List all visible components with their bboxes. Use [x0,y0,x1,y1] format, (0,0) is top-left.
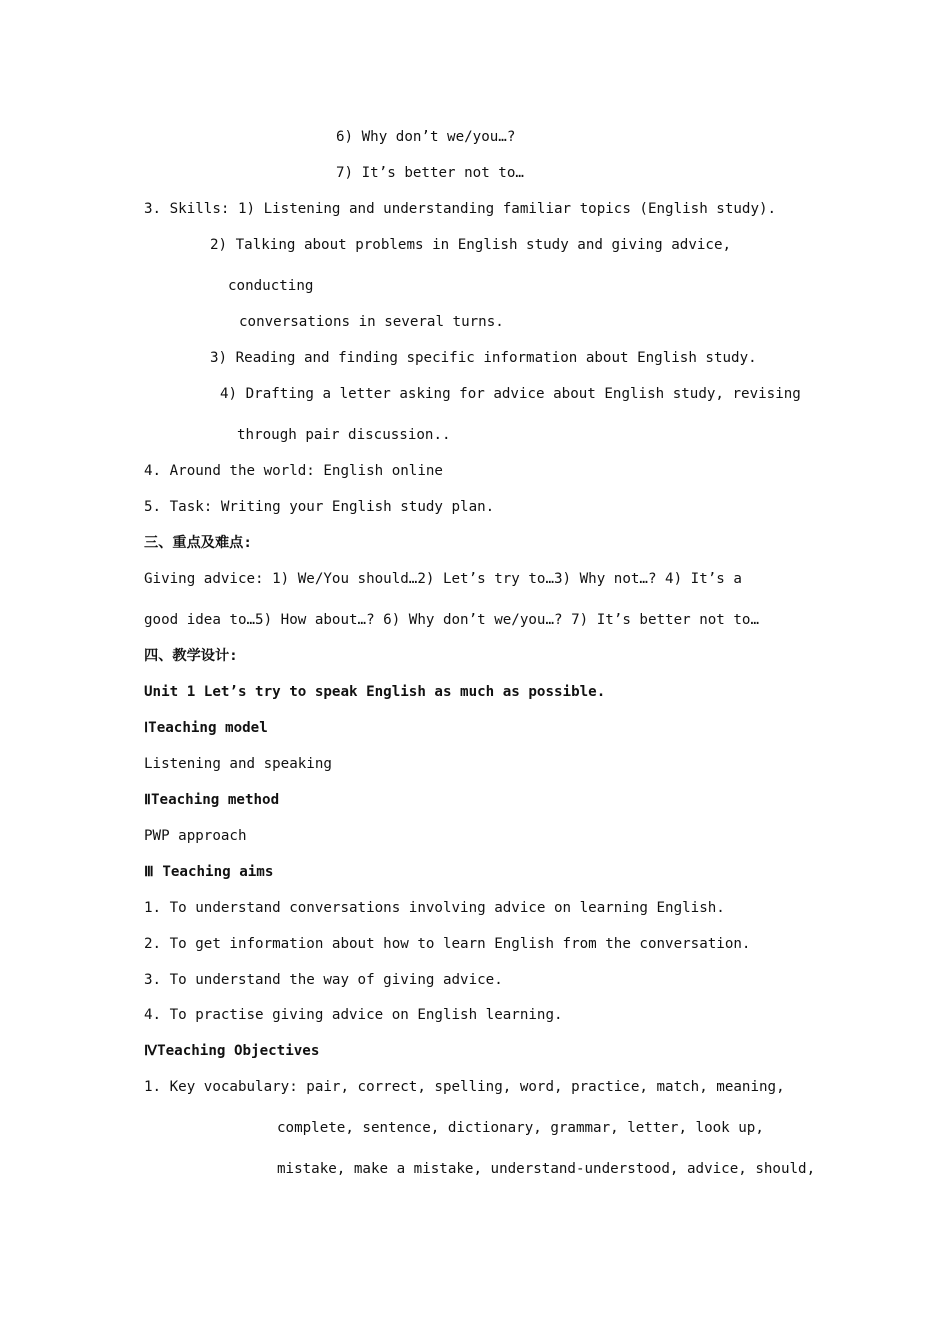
item-5-task: 5. Task: Writing your English study plan. [144,499,495,515]
heading-teaching-model: ⅠTeaching model [144,720,268,736]
key-vocabulary-line-2: complete, sentence, dictionary, grammar, letter, look up, [277,1120,764,1136]
section-heading-teaching-design: 四、教学设计: [144,648,238,664]
teaching-method-text: PWP approach [144,828,247,844]
item-4-around-world: 4. Around the world: English online [144,463,443,479]
skills-item-2: 2) Talking about problems in English study and giving advice, [210,237,732,253]
heading-teaching-objectives: ⅣTeaching Objectives [144,1043,320,1059]
skills-item-4: 4) Drafting a letter asking for advice about English study, revising [220,386,801,402]
aim-1: 1. To understand conversations involving advice on learning English. [144,900,725,916]
skills-item-4-cont: through pair discussion.. [237,427,451,443]
key-vocabulary-line-3: mistake, make a mistake, understand-understood, advice, should, [277,1161,816,1177]
aim-4: 4. To practise giving advice on English learning. [144,1007,563,1023]
skills-item-1: 3. Skills: 1) Listening and understanding familiar topics (English study). [144,201,777,217]
giving-advice-line-2: good idea to…5) How about…? 6) Why don’t we/you…? 7) It’s better not to… [144,612,759,628]
key-vocabulary-line-1: 1. Key vocabulary: pair, correct, spelling, word, practice, match, meaning, [144,1079,785,1095]
aim-2: 2. To get information about how to learn English from the conversation. [144,936,751,952]
teaching-model-text: Listening and speaking [144,756,332,772]
skills-item-3: 3) Reading and finding specific information about English study. [210,350,757,366]
advice-item-7: 7) It’s better not to… [336,165,524,181]
skills-item-2-cont: conducting [228,278,314,294]
section-heading-key-points: 三、重点及难点: [144,535,252,551]
heading-teaching-method: ⅡTeaching method [144,792,280,808]
advice-item-6: 6) Why don’t we/you…? [336,129,516,145]
heading-teaching-aims: Ⅲ Teaching aims [144,864,274,880]
aim-3: 3. To understand the way of giving advice. [144,972,503,988]
giving-advice-line-1: Giving advice: 1) We/You should…2) Let’s try to…3) Why not…? 4) It’s a [144,571,742,587]
skills-item-2-cont2: conversations in several turns. [239,314,504,330]
unit-title: Unit 1 Let’s try to speak English as much as possible. [144,684,606,700]
